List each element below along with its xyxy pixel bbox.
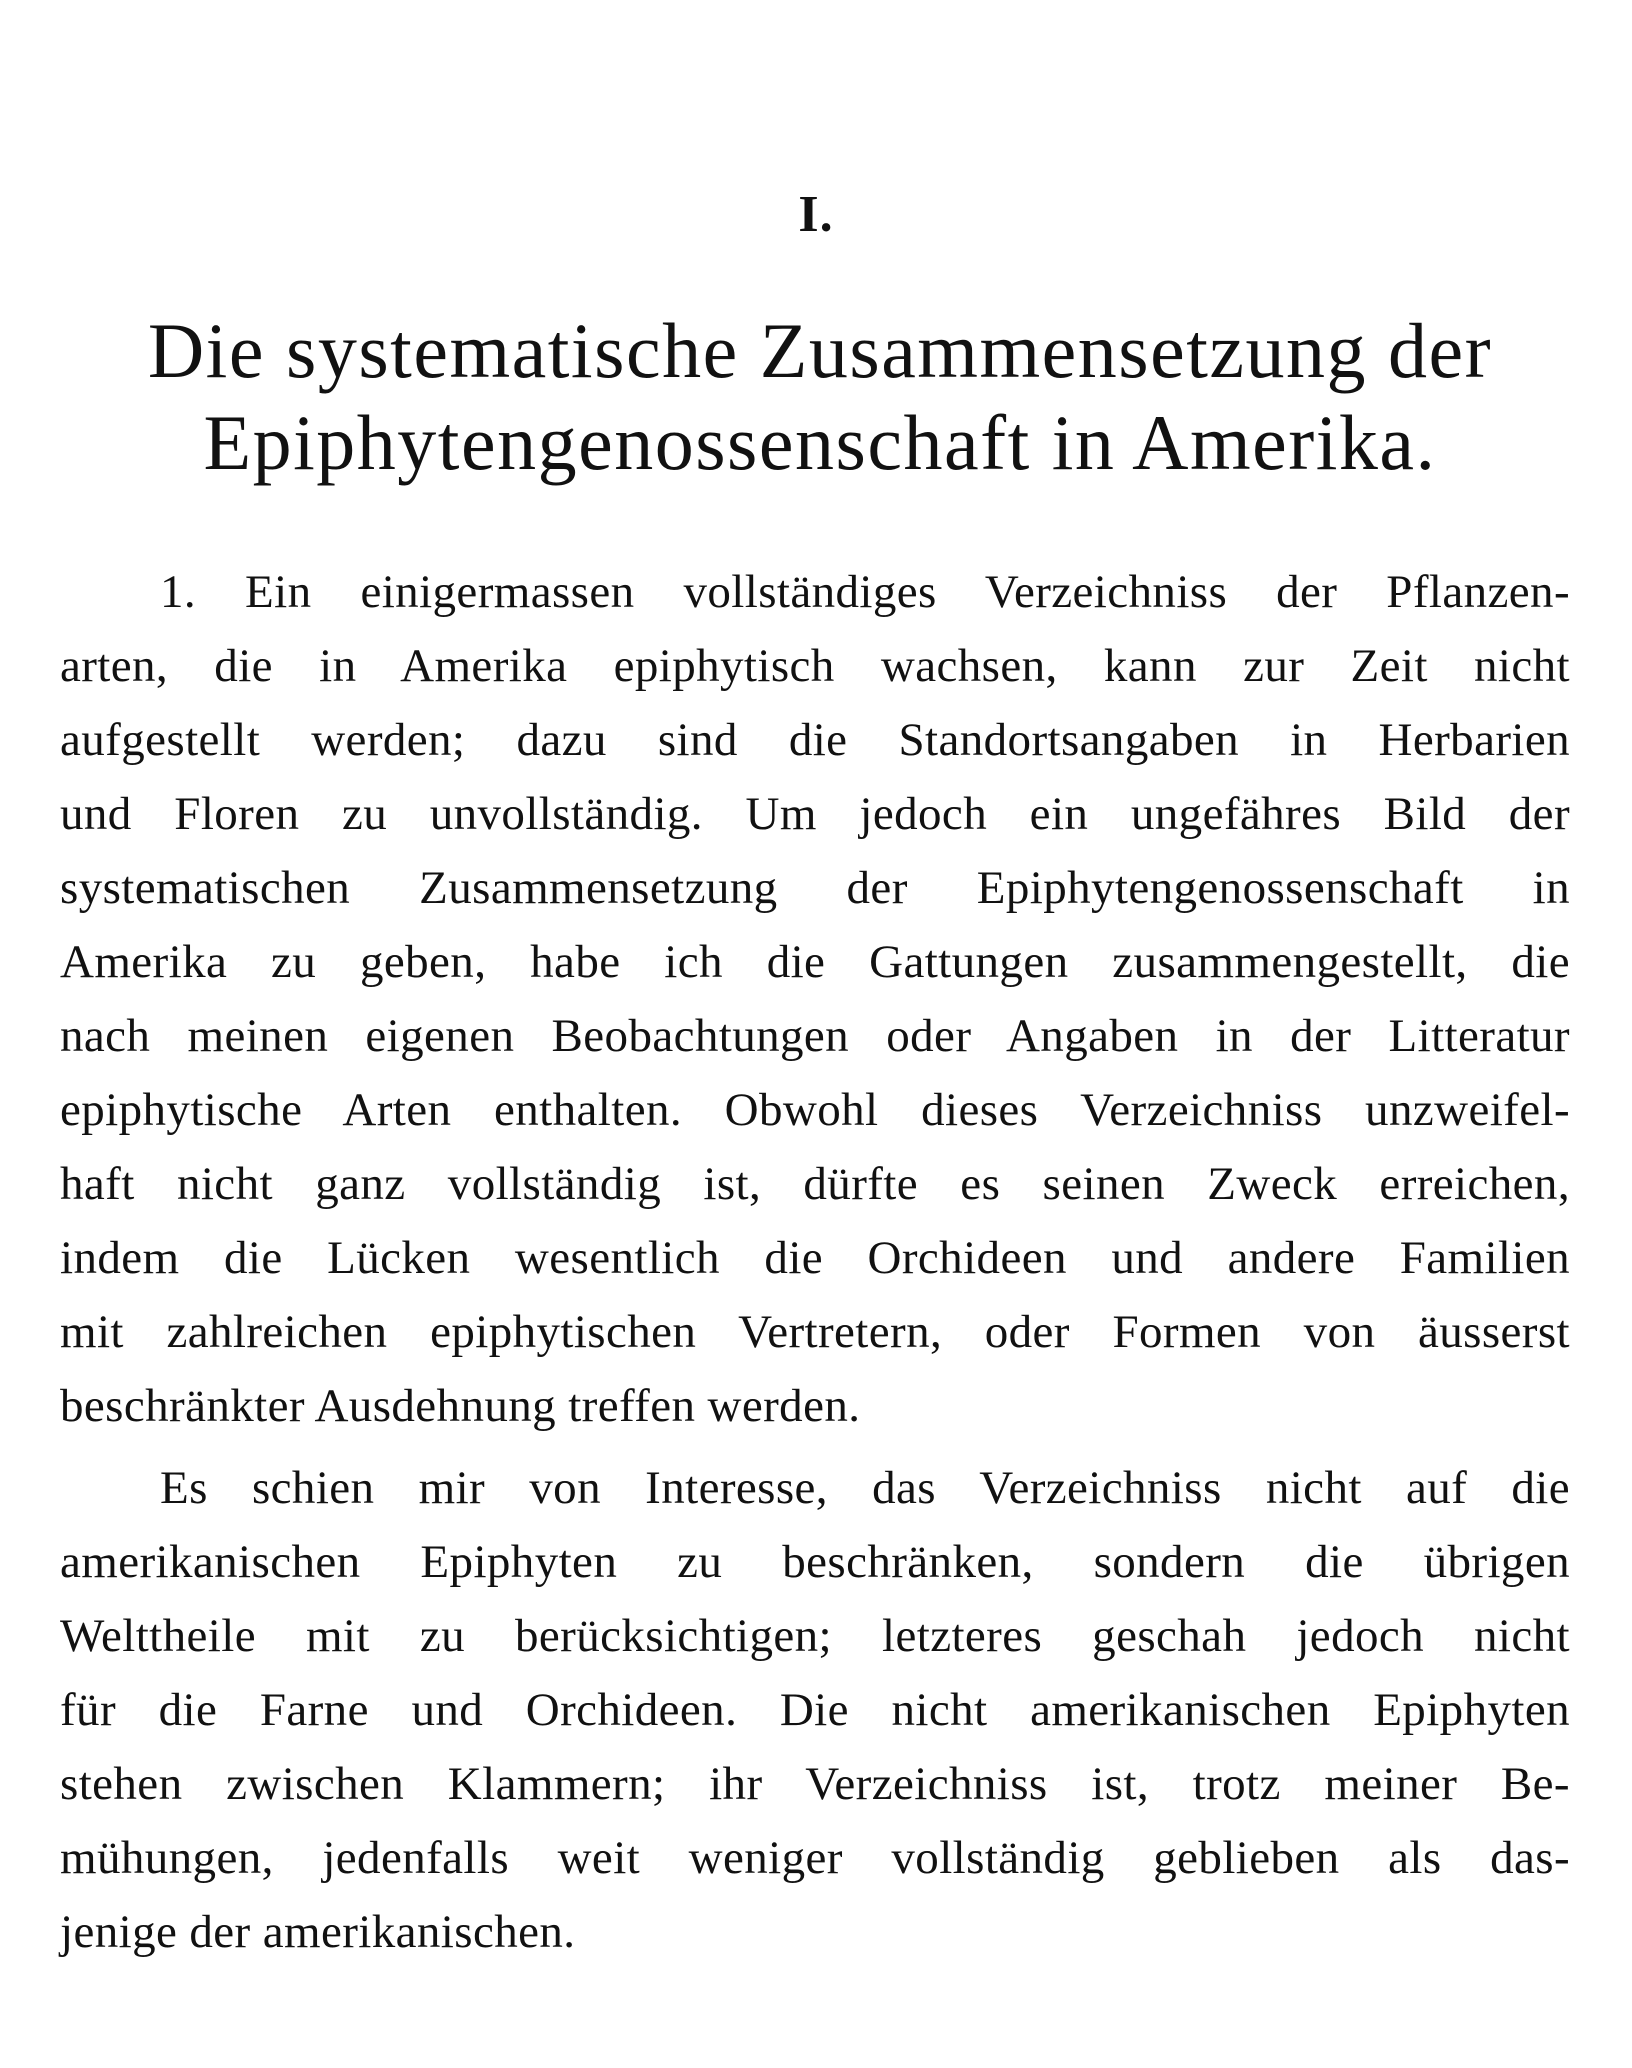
text-line: nach meinen eigenen Beobachtungen oder Angaben in der Litteratur [60, 1010, 1570, 1062]
chapter-title [105, 305, 1535, 489]
text-line: epiphytische Arten enthalten. Obwohl dieses Verzeichniss unzweifel- [60, 1084, 1570, 1136]
text-line: Welttheile mit zu berücksichtigen; letzteres geschah jedoch nicht [60, 1610, 1570, 1662]
text-line: stehen zwischen Klammern; ihr Verzeichniss ist, trotz meiner Be- [60, 1758, 1570, 1810]
text-line: aufgestellt werden; dazu sind die Standortsangaben in Herbarien [60, 714, 1570, 766]
text-line: mit zahlreichen epiphytischen Vertretern, oder Formen von äusserst [60, 1306, 1570, 1358]
text-line: Es schien mir von Interesse, das Verzeichniss nicht auf die [160, 1462, 1570, 1514]
text-line: mühungen, jedenfalls weit weniger vollständig geblieben als das- [60, 1832, 1570, 1884]
chapter-number: I. [798, 186, 834, 243]
text-line: beschränkter Ausdehnung treffen werden. [60, 1380, 861, 1432]
text-line: jenige der amerikanischen. [60, 1906, 576, 1958]
chapter-title-line-2: Epiphytengenossenschaft in Amerika. [203, 399, 1437, 486]
text-line: für die Farne und Orchideen. Die nicht amerikanischen Epiphyten [60, 1684, 1570, 1736]
text-line: indem die Lücken wesentlich die Orchideen und andere Familien [60, 1232, 1570, 1284]
text-line: und Floren zu unvollständig. Um jedoch ein ungefähres Bild der [60, 788, 1570, 840]
paragraph-2 [60, 1451, 1570, 1969]
chapter-title-line-1: Die systematische Zusammensetzung der [147, 307, 1493, 394]
text-line: haft nicht ganz vollständig ist, dürfte es seinen Zweck erreichen, [60, 1158, 1570, 1210]
text-line: systematischen Zusammensetzung der Epiphytengenossenschaft in [60, 862, 1570, 914]
text-line: 1. Ein einigermassen vollständiges Verzeichniss der Pflanzen- [160, 566, 1570, 618]
text-line: amerikanischen Epiphyten zu beschränken, sondern die übrigen [60, 1536, 1570, 1588]
text-line: arten, die in Amerika epiphytisch wachsen, kann zur Zeit nicht [60, 640, 1570, 692]
body-text [60, 555, 1570, 1969]
text-line: Amerika zu geben, habe ich die Gattungen zusammengestellt, die [60, 936, 1570, 988]
paragraph-1 [60, 555, 1570, 1443]
